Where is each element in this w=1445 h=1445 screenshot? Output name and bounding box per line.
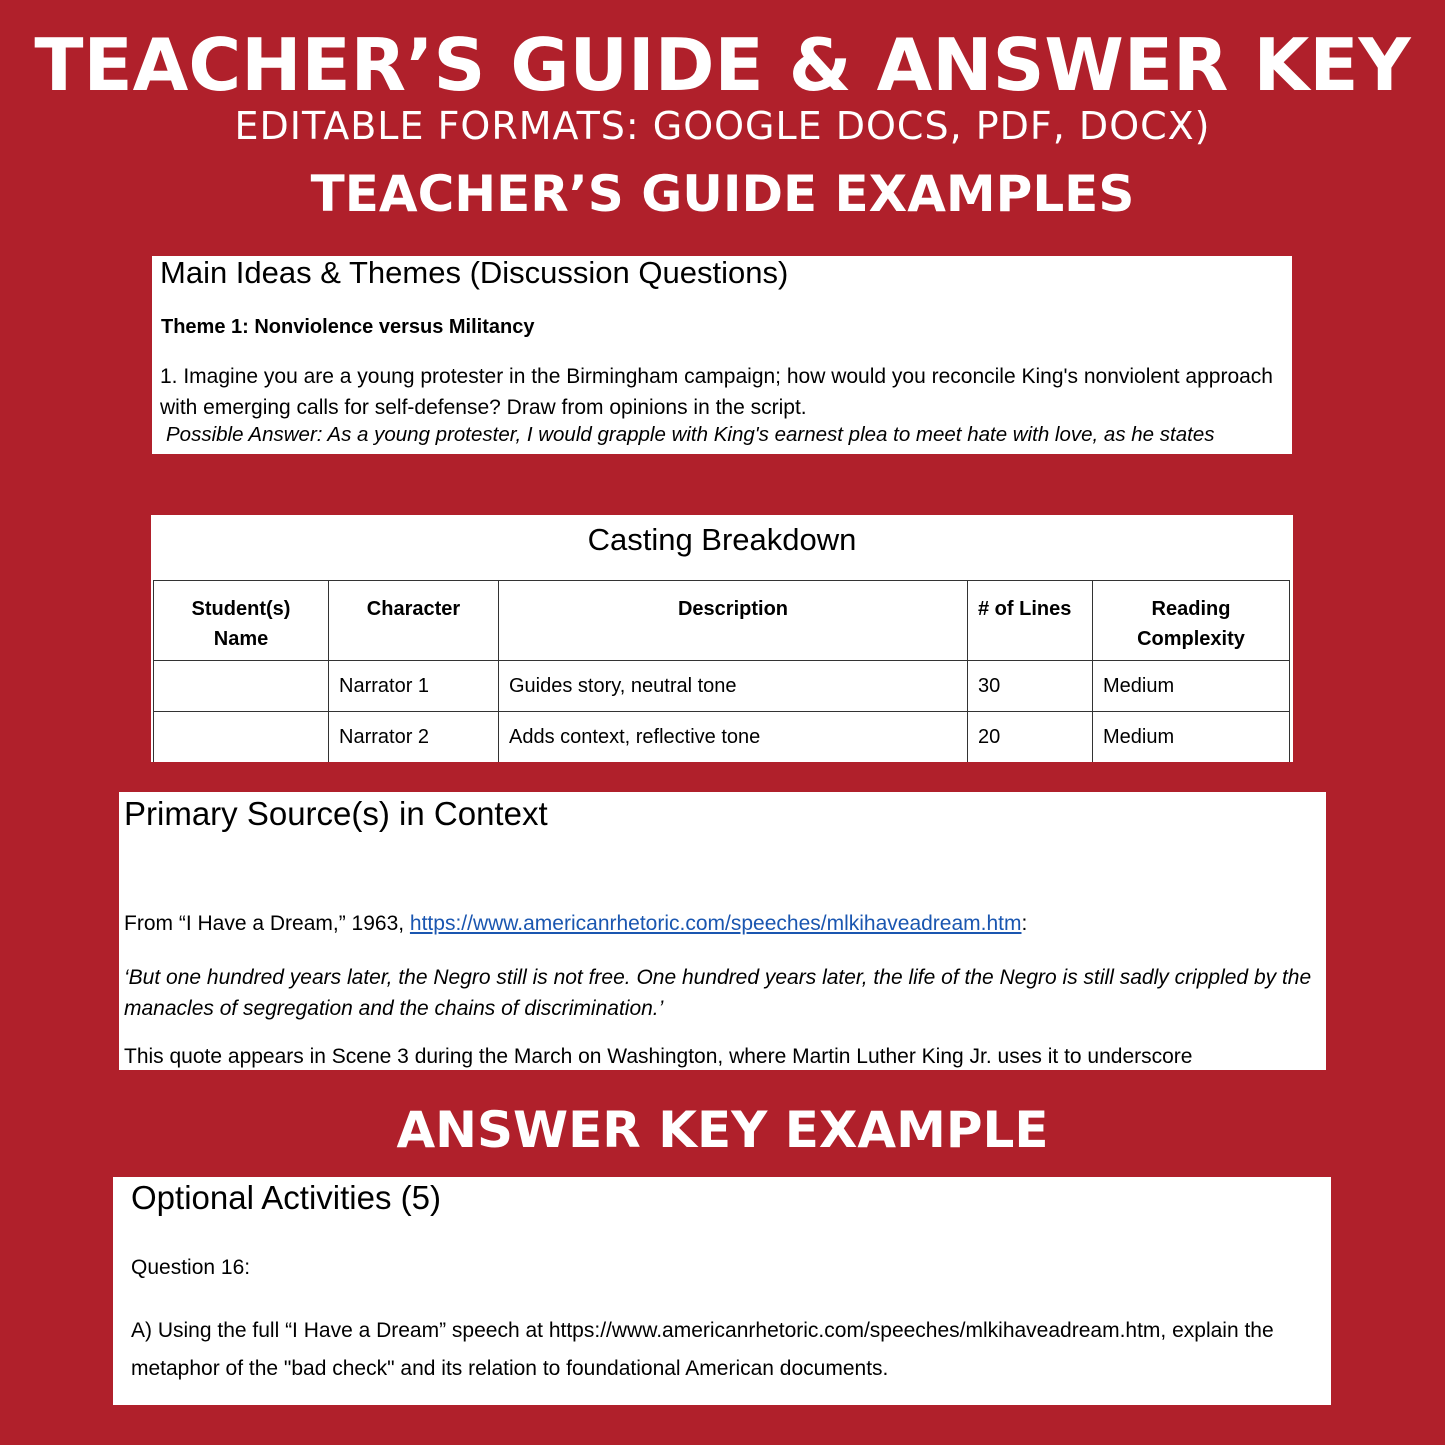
column-header: Reading Complexity	[1093, 581, 1290, 661]
page-subtitle: EDITABLE FORMATS: GOOGLE DOCS, PDF, DOCX)	[234, 104, 1211, 148]
column-header: Description	[499, 581, 968, 661]
table-header-row	[154, 581, 1290, 661]
table-row	[154, 712, 1290, 763]
section-heading-answer-key: ANSWER KEY EXAMPLE	[396, 1101, 1049, 1159]
page-title: TEACHER’S GUIDE & ANSWER KEY	[34, 23, 1411, 107]
card-title: Main Ideas & Themes (Discussion Questions)	[160, 256, 789, 290]
primary-source-card	[119, 792, 1326, 1070]
table-cell: Guides story, neutral tone	[499, 661, 968, 712]
citation-prefix: From “I Have a Dream,” 1963,	[124, 912, 410, 935]
column-header: Character	[329, 581, 499, 661]
source-citation	[124, 912, 1027, 936]
citation-suffix: :	[1021, 912, 1028, 935]
discussion-question: 1. Imagine you are a young protester in the Birmingham campaign; how would you reconcile King's nonviolent approach with emerging calls for self-defense? Draw from opinions in the script.	[160, 365, 1273, 419]
table-cell: 20	[968, 712, 1093, 763]
question-text: A) Using the full “I Have a Dream” speech at https://www.americanrhetoric.com/speeches/mlkihaveadream.htm, explain the metaphor of the "bad check" and its relation to foundational American documents.	[131, 1319, 1274, 1380]
theme-heading: Theme 1: Nonviolence versus Militancy	[161, 316, 535, 338]
table-cell	[154, 661, 329, 712]
source-link[interactable]: https://www.americanrhetoric.com/speeches/mlkihaveadream.htm	[409, 912, 1022, 935]
question-label: Question 16:	[131, 1256, 251, 1279]
table-cell: Narrator 2	[329, 712, 499, 763]
table-cell: 30	[968, 661, 1093, 712]
table-cell	[154, 712, 329, 763]
table-cell: Narrator 1	[329, 661, 499, 712]
casting-breakdown-card	[151, 515, 1293, 762]
section-heading-teachers-guide: TEACHER’S GUIDE EXAMPLES	[310, 165, 1135, 223]
card-title: Optional Activities (5)	[131, 1179, 441, 1216]
context-note: This quote appears in Scene 3 during the March on Washington, where Martin Luther King Jr. uses it to underscore	[124, 1045, 1193, 1068]
casting-table	[153, 580, 1290, 762]
table-cell: Adds context, reflective tone	[499, 712, 968, 763]
speech-quote: ‘But one hundred years later, the Negro still is not free. One hundred years later, the life of the Negro is still sadly crippled by the manacles of segregation and the chains of discrimination.’	[124, 966, 1312, 1020]
possible-answer: Possible Answer: As a young protester, I would grapple with King's earnest plea to meet hate with love, as he states	[166, 423, 1215, 446]
discussion-questions-card	[152, 256, 1292, 454]
optional-activities-card	[113, 1177, 1331, 1405]
column-header: Student(s) Name	[154, 581, 329, 661]
card-title: Casting Breakdown	[587, 522, 857, 557]
table-row	[154, 661, 1290, 712]
column-header: # of Lines	[968, 581, 1093, 661]
table-cell: Medium	[1093, 661, 1290, 712]
table-cell: Medium	[1093, 712, 1290, 763]
card-title: Primary Source(s) in Context	[124, 795, 548, 832]
